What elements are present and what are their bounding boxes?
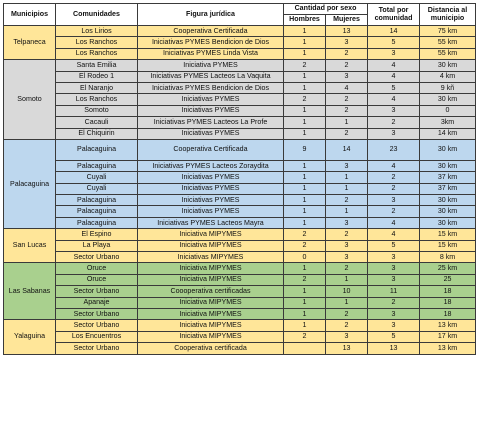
distancia-cell: 17 km — [420, 331, 476, 342]
mujeres-cell: 2 — [326, 195, 368, 206]
comunidad-cell: Sector Urbano — [56, 320, 138, 331]
distancia-cell: 14 km — [420, 128, 476, 139]
figura-cell: Iniciativa MIPYMES — [138, 240, 284, 251]
mujeres-cell: 3 — [326, 160, 368, 171]
table-row — [4, 252, 476, 263]
cooperatives-table — [3, 3, 476, 355]
table-row — [4, 139, 476, 160]
comunidad-cell: Oruce — [56, 263, 138, 274]
mujeres-cell: 3 — [326, 71, 368, 82]
mujeres-cell: 4 — [326, 82, 368, 93]
hombres-cell: 1 — [284, 48, 326, 59]
comunidad-cell: Apanaje — [56, 297, 138, 308]
total-cell: 2 — [368, 117, 420, 128]
comunidad-cell: Palacaguina — [56, 160, 138, 171]
distancia-cell: 37 km — [420, 183, 476, 194]
total-cell: 2 — [368, 183, 420, 194]
table-row — [4, 240, 476, 251]
comunidad-cell: El Rodeo 1 — [56, 71, 138, 82]
comunidad-cell: Palacaguina — [56, 195, 138, 206]
header-total-por-comunidad: Total por comunidad — [368, 4, 420, 26]
header-municipios: Municipios — [4, 4, 56, 26]
figura-cell: Iniciativa MIPYMES — [138, 331, 284, 342]
comunidad-cell: Sector Urbano — [56, 308, 138, 319]
municipio-cell: Palacaguina — [4, 139, 56, 228]
mujeres-cell: 2 — [326, 229, 368, 240]
mujeres-cell: 1 — [326, 274, 368, 285]
hombres-cell: 1 — [284, 183, 326, 194]
hombres-cell: 2 — [284, 60, 326, 71]
figura-cell: Iniciativas PYMES Linda Vista — [138, 48, 284, 59]
total-cell: 3 — [368, 308, 420, 319]
figura-cell: Iniciativas PYMES Bendicion de Dios — [138, 82, 284, 93]
total-cell: 3 — [368, 195, 420, 206]
mujeres-cell: 2 — [326, 60, 368, 71]
figura-cell: Iniciativa MIPYMES — [138, 297, 284, 308]
distancia-cell: 55 km — [420, 48, 476, 59]
municipio-cell: San Lucas — [4, 229, 56, 263]
distancia-cell: 30 km — [420, 139, 476, 160]
mujeres-cell: 1 — [326, 117, 368, 128]
comunidad-cell: Palacaguina — [56, 217, 138, 228]
figura-cell: Iniciativas PYMES — [138, 94, 284, 105]
municipio-cell: Telpaneca — [4, 26, 56, 60]
distancia-cell: 30 km — [420, 60, 476, 71]
distancia-cell: 30 km — [420, 94, 476, 105]
table-row — [4, 206, 476, 217]
mujeres-cell: 2 — [326, 128, 368, 139]
comunidad-cell: El Naranjo — [56, 82, 138, 93]
total-cell: 5 — [368, 37, 420, 48]
mujeres-cell: 3 — [326, 217, 368, 228]
table-row — [4, 37, 476, 48]
hombres-cell: 1 — [284, 71, 326, 82]
comunidad-cell: La Playa — [56, 240, 138, 251]
hombres-cell: 1 — [284, 105, 326, 116]
total-cell: 2 — [368, 297, 420, 308]
hombres-cell: 1 — [284, 206, 326, 217]
table-row — [4, 343, 476, 354]
table-row — [4, 308, 476, 319]
total-cell: 3 — [368, 263, 420, 274]
distancia-cell: 37 km — [420, 172, 476, 183]
table-row — [4, 263, 476, 274]
distancia-cell: 30 km — [420, 195, 476, 206]
municipio-cell: Yalaguina — [4, 320, 56, 354]
figura-cell: Cooperativa Certificada — [138, 26, 284, 37]
table-row — [4, 183, 476, 194]
figura-cell: Iniciativas PYMES — [138, 195, 284, 206]
mujeres-cell: 10 — [326, 286, 368, 297]
distancia-cell: 25 — [420, 274, 476, 285]
figura-cell: Iniciativas PYMES Bendicion de Dios — [138, 37, 284, 48]
table-row — [4, 320, 476, 331]
distancia-cell: 18 — [420, 297, 476, 308]
figura-cell: Iniciativa MIPYMES — [138, 308, 284, 319]
total-cell: 4 — [368, 160, 420, 171]
mujeres-cell: 13 — [326, 343, 368, 354]
table-body — [4, 26, 476, 355]
total-cell: 5 — [368, 331, 420, 342]
mujeres-cell: 3 — [326, 331, 368, 342]
comunidad-cell: Los Encuentros — [56, 331, 138, 342]
figura-cell: Iniciativas MIPYMES — [138, 252, 284, 263]
total-cell: 2 — [368, 172, 420, 183]
distancia-cell: 4 km — [420, 71, 476, 82]
total-cell: 13 — [368, 343, 420, 354]
total-cell: 4 — [368, 60, 420, 71]
hombres-cell: 0 — [284, 252, 326, 263]
mujeres-cell: 1 — [326, 206, 368, 217]
distancia-cell: 30 km — [420, 160, 476, 171]
comunidad-cell: Sector Urbano — [56, 252, 138, 263]
mujeres-cell: 1 — [326, 297, 368, 308]
comunidad-cell: El Chiquirin — [56, 128, 138, 139]
distancia-cell: 55 km — [420, 37, 476, 48]
hombres-cell: 1 — [284, 26, 326, 37]
table-row — [4, 60, 476, 71]
table-row — [4, 26, 476, 37]
mujeres-cell: 3 — [326, 252, 368, 263]
header-cantidad-por-sexo: Cantidad por sexo — [284, 4, 368, 15]
hombres-cell: 1 — [284, 263, 326, 274]
comunidad-cell: Sector Urbano — [56, 343, 138, 354]
municipio-cell: Las Sabanas — [4, 263, 56, 320]
hombres-cell: 9 — [284, 139, 326, 160]
table-row — [4, 82, 476, 93]
hombres-cell: 2 — [284, 274, 326, 285]
total-cell: 14 — [368, 26, 420, 37]
total-cell: 11 — [368, 286, 420, 297]
mujeres-cell: 3 — [326, 37, 368, 48]
figura-cell: Iniciativas PYMES Lacteos La Profe — [138, 117, 284, 128]
table-row — [4, 48, 476, 59]
hombres-cell: 2 — [284, 229, 326, 240]
total-cell: 4 — [368, 71, 420, 82]
hombres-cell: 1 — [284, 128, 326, 139]
header-mujeres: Mujeres — [326, 15, 368, 26]
hombres-cell: 1 — [284, 320, 326, 331]
mujeres-cell: 1 — [326, 183, 368, 194]
comunidad-cell: Santa Emilia — [56, 60, 138, 71]
comunidad-cell: Los Ranchos — [56, 37, 138, 48]
comunidad-cell: Sector Urbano — [56, 286, 138, 297]
mujeres-cell: 14 — [326, 139, 368, 160]
hombres-cell: 1 — [284, 195, 326, 206]
distancia-cell: 13 km — [420, 320, 476, 331]
figura-cell: Iniciativa MIPYMES — [138, 320, 284, 331]
hombres-cell: 2 — [284, 240, 326, 251]
distancia-cell: 13 km — [420, 343, 476, 354]
figura-cell: Iniciativa PYMES — [138, 60, 284, 71]
figura-cell: Cooperativa Certificada — [138, 139, 284, 160]
comunidad-cell: Palacaguina — [56, 206, 138, 217]
total-cell: 3 — [368, 320, 420, 331]
distancia-cell: 25 km — [420, 263, 476, 274]
table-row — [4, 117, 476, 128]
figura-cell: Iniciativas PYMES — [138, 105, 284, 116]
total-cell: 23 — [368, 139, 420, 160]
hombres-cell: 1 — [284, 37, 326, 48]
table-row — [4, 331, 476, 342]
comunidad-cell: Los Ranchos — [56, 48, 138, 59]
table-row — [4, 297, 476, 308]
municipio-cell: Somoto — [4, 60, 56, 140]
total-cell: 4 — [368, 229, 420, 240]
distancia-cell: 15 km — [420, 229, 476, 240]
distancia-cell: 3km — [420, 117, 476, 128]
total-cell: 3 — [368, 48, 420, 59]
comunidad-cell: Cuyali — [56, 183, 138, 194]
mujeres-cell: 1 — [326, 172, 368, 183]
hombres-cell: 1 — [284, 286, 326, 297]
figura-cell: Iniciativas PYMES Lacteos Zoraydita — [138, 160, 284, 171]
total-cell: 3 — [368, 128, 420, 139]
table-row — [4, 160, 476, 171]
hombres-cell: 1 — [284, 82, 326, 93]
distancia-cell: 15 km — [420, 240, 476, 251]
figura-cell: Iniciativas PYMES — [138, 206, 284, 217]
total-cell: 5 — [368, 240, 420, 251]
table-row — [4, 274, 476, 285]
distancia-cell: 75 km — [420, 26, 476, 37]
mujeres-cell: 13 — [326, 26, 368, 37]
figura-cell: Iniciativa MIPYMES — [138, 229, 284, 240]
comunidad-cell: Los Lirios — [56, 26, 138, 37]
header-hombres: Hombres — [284, 15, 326, 26]
distancia-cell: 9 kñ — [420, 82, 476, 93]
figura-cell: Iniciativas PYMES Lacteos La Vaquita — [138, 71, 284, 82]
table-row — [4, 94, 476, 105]
figura-cell: Cooperativa certificada — [138, 343, 284, 354]
total-cell: 3 — [368, 105, 420, 116]
mujeres-cell: 2 — [326, 308, 368, 319]
total-cell: 2 — [368, 206, 420, 217]
distancia-cell: 30 km — [420, 217, 476, 228]
figura-cell: Iniciativas PYMES Lacteos Mayra — [138, 217, 284, 228]
hombres-cell: 1 — [284, 217, 326, 228]
comunidad-cell: El Espino — [56, 229, 138, 240]
table-row — [4, 71, 476, 82]
hombres-cell: 1 — [284, 308, 326, 319]
header-figura-juridica: Figura jurídica — [138, 4, 284, 26]
total-cell: 3 — [368, 252, 420, 263]
hombres-cell: 1 — [284, 172, 326, 183]
total-cell: 3 — [368, 274, 420, 285]
mujeres-cell: 2 — [326, 48, 368, 59]
header-comunidades: Comunidades — [56, 4, 138, 26]
hombres-cell: 2 — [284, 331, 326, 342]
distancia-cell: 18 — [420, 286, 476, 297]
mujeres-cell: 3 — [326, 240, 368, 251]
table-row — [4, 128, 476, 139]
hombres-cell: 1 — [284, 117, 326, 128]
comunidad-cell: Cacauli — [56, 117, 138, 128]
mujeres-cell: 2 — [326, 94, 368, 105]
figura-cell: Coooperativa certificadas — [138, 286, 284, 297]
distancia-cell: 8 km — [420, 252, 476, 263]
total-cell: 4 — [368, 217, 420, 228]
header-distancia-al-municipio: Distancia al municipio — [420, 4, 476, 26]
table-row — [4, 105, 476, 116]
comunidad-cell: Los Ranchos — [56, 94, 138, 105]
figura-cell: Iniciativas PYMES — [138, 183, 284, 194]
hombres-cell — [284, 343, 326, 354]
mujeres-cell: 2 — [326, 320, 368, 331]
figura-cell: Iniciativas PYMES — [138, 172, 284, 183]
table-row — [4, 229, 476, 240]
distancia-cell: 18 — [420, 308, 476, 319]
comunidad-cell: Palacaguina — [56, 139, 138, 160]
mujeres-cell: 2 — [326, 105, 368, 116]
table-row — [4, 217, 476, 228]
table-row — [4, 286, 476, 297]
table-row — [4, 195, 476, 206]
hombres-cell: 1 — [284, 160, 326, 171]
hombres-cell: 1 — [284, 297, 326, 308]
comunidad-cell: Somoto — [56, 105, 138, 116]
comunidad-cell: Cuyali — [56, 172, 138, 183]
figura-cell: Iniciativas PYMES — [138, 128, 284, 139]
figura-cell: Iniciativa MIPYMES — [138, 263, 284, 274]
table-row — [4, 172, 476, 183]
mujeres-cell: 2 — [326, 263, 368, 274]
distancia-cell: 30 km — [420, 206, 476, 217]
distancia-cell: 0 — [420, 105, 476, 116]
comunidad-cell: Oruce — [56, 274, 138, 285]
total-cell: 4 — [368, 94, 420, 105]
total-cell: 5 — [368, 82, 420, 93]
figura-cell: Iniciativa MIPYMES — [138, 274, 284, 285]
hombres-cell: 2 — [284, 94, 326, 105]
